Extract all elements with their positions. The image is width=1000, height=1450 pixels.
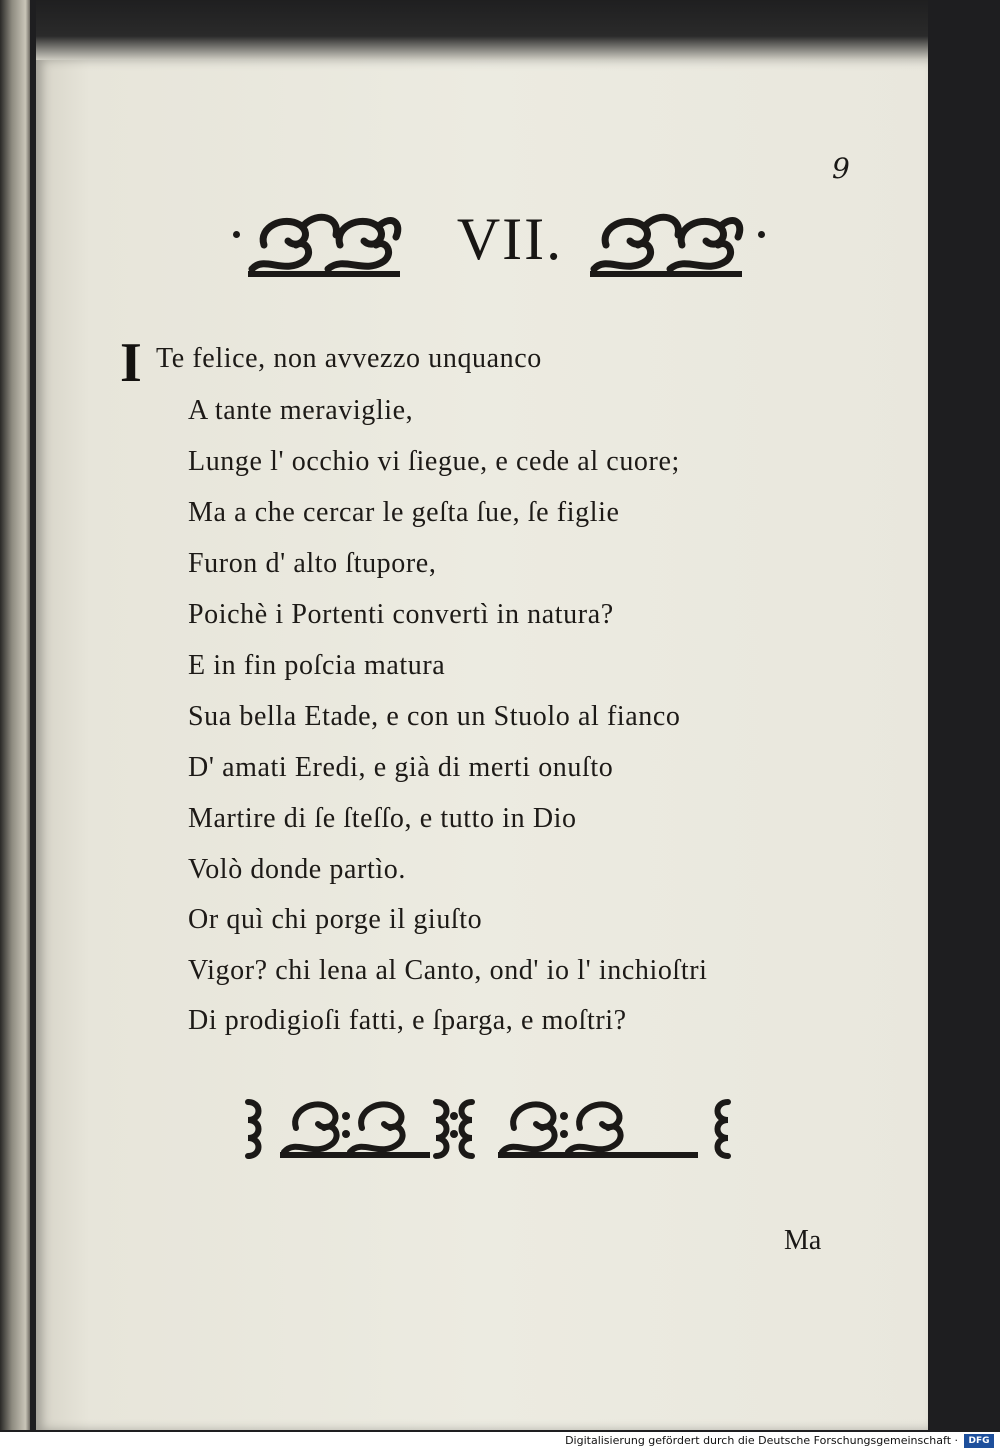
verse-line: A tante meraviglie, (188, 395, 414, 426)
tailpiece-ornament-icon (240, 1092, 740, 1164)
verse-line: Or quì chi porge il giuſto (188, 904, 483, 935)
dot-ornament-icon (758, 231, 765, 238)
verse-line: Sua bella Etade, e con un Stuolo al fianco (188, 701, 681, 732)
facing-page-edge (0, 0, 30, 1430)
dfg-logo-icon: DFG (964, 1434, 994, 1448)
verse-line: E in fin poſcia matura (188, 650, 446, 681)
fleuron-ornament-icon (244, 205, 404, 281)
chapter-heading (230, 205, 780, 285)
verse-line: Vigor? chi lena al Canto, ond' io l' inchioſtri (188, 955, 708, 986)
verse-line: Poichè i Portenti convertì in natura? (188, 599, 614, 630)
page-number: 9 (832, 152, 850, 185)
verse-line: Di prodigioſi fatti, e ſparga, e moſtri? (188, 1005, 627, 1036)
dot-ornament-icon (233, 231, 240, 238)
verse-line: Furon d' alto ſtupore, (188, 548, 437, 579)
digitization-footer (0, 1432, 1000, 1450)
page-top-shadow (36, 0, 928, 60)
verse-line: D' amati Eredi, e già di merti onuſto (188, 752, 614, 783)
catchword: Ma (784, 1225, 822, 1256)
initial-letter: I (120, 332, 142, 394)
chapter-number: VII. (456, 206, 564, 272)
verse-line: Te felice, non avvezzo unquanco (156, 343, 542, 374)
verse-line: Volò donde partìo. (188, 854, 406, 885)
verse-line: Lunge l' occhio vi ſiegue, e cede al cuore; (188, 446, 680, 477)
fleuron-ornament-icon (586, 205, 746, 281)
footer-credit: Digitalisierung gefördert durch die Deutsche Forschungsgemeinschaft · (565, 1434, 958, 1447)
verse-line: Martire di ſe ſteſſo, e tutto in Dio (188, 803, 577, 834)
verse-line: Ma a che cercar le geſta ſue, ſe figlie (188, 497, 620, 528)
